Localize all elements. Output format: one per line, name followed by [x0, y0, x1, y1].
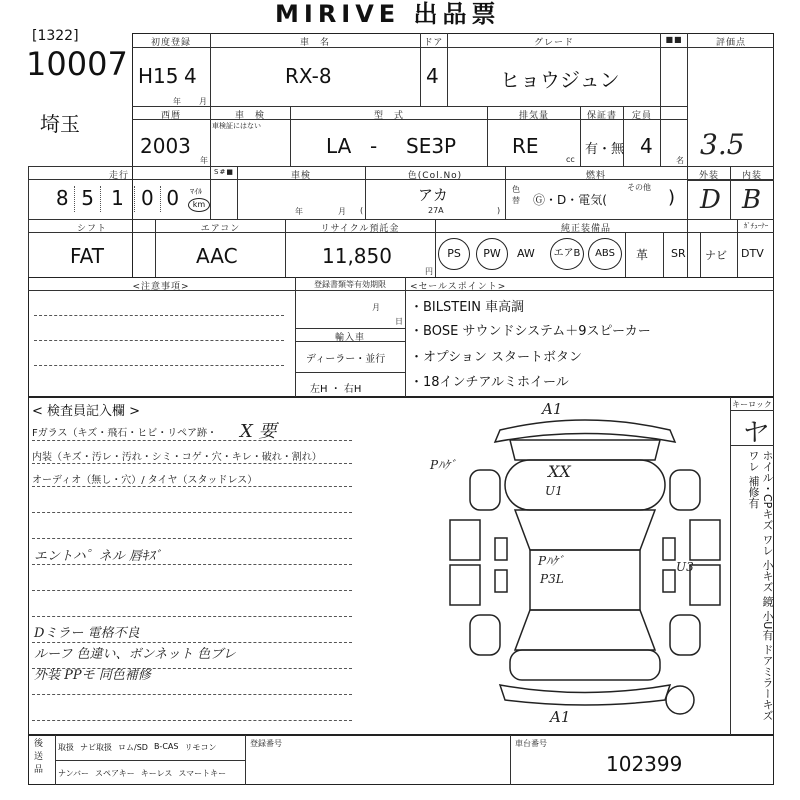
- chassis-number: 102399: [606, 752, 683, 776]
- month-value: 4: [184, 64, 197, 88]
- vehicle-year-label: 年: [295, 207, 303, 216]
- mile-label: ﾏｲﾙ: [190, 187, 202, 196]
- mileage-digit: 8: [50, 186, 75, 212]
- bottom-label: スマートキー: [178, 769, 227, 778]
- aircon-header: エアコン: [200, 224, 241, 234]
- bottom-label: ナンバー: [58, 769, 90, 778]
- grade-header: グレード: [533, 38, 574, 48]
- shift-value: FAT: [70, 244, 105, 268]
- km-circled: km: [188, 198, 210, 212]
- month-mark: 月: [199, 97, 207, 106]
- equipment-header: 純正装備品: [560, 224, 611, 234]
- bottom-label: スペアキー: [95, 769, 135, 778]
- car-name-header: 車 名: [299, 38, 330, 48]
- equip-pw: PW: [476, 238, 508, 270]
- notes-header: <注意事項>: [132, 282, 190, 292]
- sale-point: ・BILSTEIN 車高調: [410, 300, 525, 315]
- inspection-header: 車 検: [234, 111, 265, 121]
- fuel-options: Ⓖ・D・電気(: [533, 193, 607, 207]
- recycle-label: 後送品: [34, 739, 44, 775]
- warranty-value: 有・無: [585, 142, 625, 157]
- equip-leather: 革: [636, 248, 649, 262]
- inspector-header: < 検査員記入欄 >: [32, 404, 141, 419]
- inspection-note: 車検証にはない: [212, 122, 261, 130]
- sale-points-header: <セールスポイント>: [410, 282, 507, 292]
- diagram-u1: U1: [545, 484, 563, 498]
- score-value: 3.5: [700, 128, 745, 161]
- diagram-a1-bottom: A1: [550, 708, 571, 726]
- reg-day: 日: [395, 317, 403, 326]
- car-name-value: RX-8: [285, 64, 332, 88]
- equip-sr: SR: [671, 247, 686, 260]
- equip-ps: PS: [438, 238, 470, 270]
- model-header: 型 式: [373, 111, 404, 121]
- mileage-digits: [50, 186, 185, 212]
- vehicle-month-label: 月: [338, 207, 346, 216]
- inspector-line-audio: オーディオ（無し・穴）/ タイヤ（スタッドレス）: [32, 475, 258, 486]
- vehicle-check-header: 車検: [290, 171, 311, 181]
- diagram-p3l: P3L: [540, 572, 564, 586]
- reg-expiry-header: 登録書類等有効期限: [314, 280, 386, 289]
- note-mirror: Dミラー 電格不良: [34, 626, 140, 641]
- capacity-header: 定員: [631, 111, 652, 121]
- ad-year-header: 西暦: [160, 111, 181, 121]
- navi-tuner-header: ｶﾞﾁｭｰﾅｰ: [743, 222, 769, 230]
- exterior-value: D: [700, 185, 721, 215]
- reg-number-label: 登録番号: [250, 739, 282, 748]
- interior-value: B: [742, 185, 762, 215]
- recycle-header: リサイクル預託金: [320, 224, 400, 234]
- damage-legend: ホイル・CPキズ ワレ 小キズ 鏡 小U有 ドアミラーキズ ワレ 補修有: [747, 450, 774, 721]
- equip-dtv: DTV: [741, 247, 764, 260]
- sale-point: ・18インチアルミホイール: [410, 375, 569, 390]
- bottom-label: ロム/SD: [118, 743, 148, 752]
- bottom-row-1: [58, 742, 216, 753]
- keylock-mark: ヤ: [740, 418, 767, 448]
- first-reg-header: 初度登録: [150, 38, 191, 48]
- bottom-label: リモコン: [184, 743, 217, 752]
- keylock-header: キーロック: [732, 400, 772, 409]
- fuel-header: 燃料: [585, 171, 606, 181]
- door-header: ドア: [423, 38, 444, 48]
- capacity-value: 4: [640, 134, 653, 158]
- color-code: 27A: [428, 206, 444, 215]
- region: 埼玉: [40, 112, 80, 136]
- diagram-a1-top: A1: [542, 400, 563, 418]
- interior-header: 内装: [741, 171, 762, 181]
- vehicle-paren: (: [360, 206, 364, 215]
- chassis-number-label: 車台番号: [515, 739, 547, 748]
- recycle-value: 11,850: [322, 244, 392, 268]
- fglass-mark: X 要: [240, 421, 277, 442]
- diagram-xx: XX: [548, 462, 571, 481]
- year-mark: 年: [173, 97, 181, 106]
- bottom-label: B-CAS: [153, 742, 179, 751]
- color-close-paren: ): [497, 206, 501, 215]
- inspector-line-fglass: Fガラス（キズ・飛石・ヒビ・リペア跡・: [32, 428, 218, 439]
- aircon-value: AAC: [196, 244, 238, 268]
- era-value: H15: [138, 64, 179, 88]
- diagram-phg-mid: Pﾊｹﾞ: [538, 554, 565, 568]
- equip-navi: ナビ: [705, 249, 727, 262]
- fuel-other: その他: [627, 183, 651, 192]
- bottom-label: ナビ取扱: [80, 743, 112, 752]
- dealer-parallel: ディーラー・並行: [306, 354, 386, 365]
- bottom-row-2: [58, 768, 226, 779]
- color-variant-label: 色 替: [512, 185, 520, 205]
- note-entry-panel: エントハ゜ネル 唇ｷｽﾞ: [34, 549, 162, 564]
- diagram-u3: U3: [676, 560, 694, 574]
- score-header: 評価点: [715, 38, 746, 48]
- entry-number: 10007: [26, 45, 128, 83]
- grade-value: ヒョウジュン: [500, 68, 620, 92]
- displacement-header: 排気量: [518, 111, 549, 121]
- ad-year-suffix: 年: [200, 156, 208, 165]
- shift-header: シフト: [76, 224, 107, 234]
- mileage-digit: 1: [101, 186, 135, 212]
- inspector-line-interior: 内装（キズ・汚レ・汚れ・シミ・コゲ・穴・キレ・破れ・割れ）: [32, 452, 322, 463]
- import-header: 輸入車: [334, 333, 365, 343]
- reg-month: 月: [372, 303, 380, 312]
- mileage-digit: 0: [166, 186, 180, 210]
- mileage-digit: 5: [75, 186, 100, 212]
- equip-abs: ABS: [588, 238, 622, 270]
- bottom-label: キーレス: [140, 769, 173, 778]
- diagram-phg-top: Pﾊｹﾞ: [430, 458, 457, 472]
- rating-header-small: ■■: [665, 35, 683, 44]
- color-header: 色(Col.No): [407, 171, 463, 181]
- bottom-label: 取扱: [58, 743, 74, 752]
- equip-aw: AW: [517, 247, 535, 260]
- fuel-close: ): [668, 187, 676, 208]
- lot-number: [1322]: [32, 28, 79, 44]
- mileage-header: 走行: [108, 171, 129, 181]
- cc-label: cc: [566, 155, 575, 164]
- sale-point: ・オプション スタートボタン: [410, 350, 582, 365]
- displacement-value: RE: [512, 134, 539, 158]
- person-label: 名: [676, 156, 684, 165]
- exterior-header: 外装: [698, 171, 719, 181]
- ad-year-value: 2003: [140, 134, 191, 158]
- equip-airbag: エアB: [550, 238, 584, 270]
- mileage-digit: 0: [135, 186, 160, 212]
- warranty-header: 保証書: [586, 111, 617, 121]
- model-dash: -: [370, 134, 378, 158]
- page-title: MIRIVE 出品票: [275, 0, 501, 28]
- model-prefix: LA: [326, 134, 352, 158]
- mileage-unit-header: S#■: [214, 168, 234, 176]
- note-exterior: 外装 PPモ 同色補修: [34, 668, 151, 683]
- yen-label: 円: [425, 267, 433, 276]
- note-roof: ルーフ 色違い、ボンネット 色ブレ: [34, 647, 236, 662]
- color-name: アカ: [418, 186, 448, 204]
- sale-point: ・BOSE サウンドシステム＋9スピーカー: [410, 324, 651, 339]
- model-code: SE3P: [406, 134, 457, 158]
- doors-value: 4: [426, 64, 439, 88]
- steering: 左H ・ 右H: [310, 384, 362, 395]
